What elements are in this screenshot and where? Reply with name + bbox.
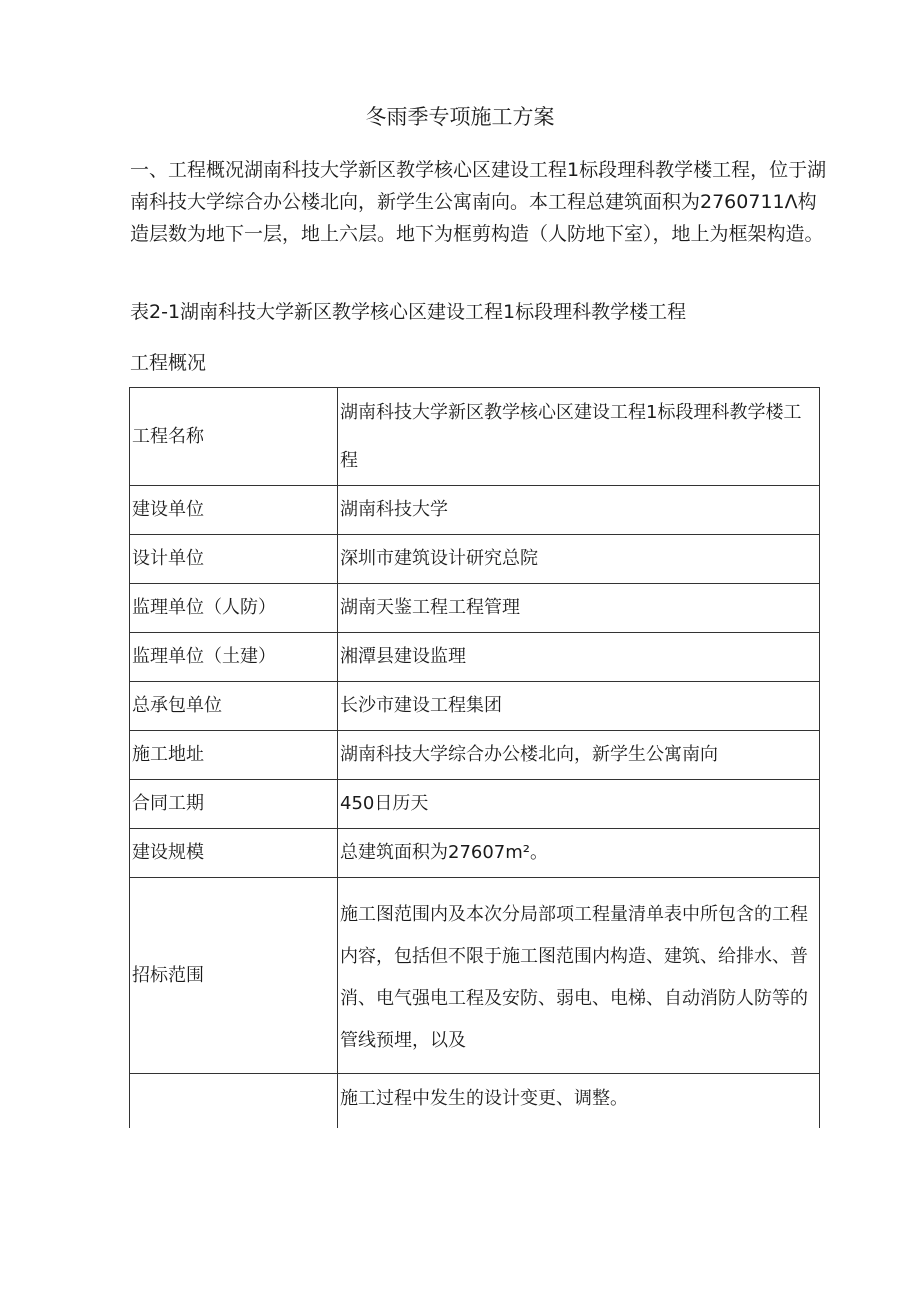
row-label: 合同工期 — [130, 780, 338, 829]
row-label: 建设单位 — [130, 486, 338, 535]
table-row — [130, 731, 820, 780]
row-value: 总建筑面积为27607m²。 — [338, 829, 820, 878]
row-label: 设计单位 — [130, 535, 338, 584]
table-caption: 表2-1湖南科技大学新区教学核心区建设工程1标段理科教学楼工程 — [130, 301, 687, 323]
row-value: 湘潭县建设监理 — [338, 633, 820, 682]
table-subcaption: 工程概况 — [130, 352, 207, 374]
row-label: 总承包单位 — [130, 682, 338, 731]
row-label: 招标范围 — [130, 878, 338, 1074]
row-label: 建设规模 — [130, 829, 338, 878]
table-row — [130, 388, 820, 486]
row-label: 监理单位（土建） — [130, 633, 338, 682]
intro-paragraph: 一、工程概况湖南科技大学新区教学核心区建设工程1标段理科教学楼工程，位于湖南科技大学综合办公楼北向，新学生公寓南向。本工程总建筑面积为2760711Λ构造层数为地下一层，地上六层。地下为框剪构造（人防地下室），地上为框架构造。 — [130, 159, 827, 245]
row-value: 湖南科技大学新区教学核心区建设工程1标段理科教学楼工程 — [338, 388, 820, 486]
row-value: 450日历天 — [338, 780, 820, 829]
row-label: 施工地址 — [130, 731, 338, 780]
row-label: 工程名称 — [130, 388, 338, 486]
table-row — [130, 486, 820, 535]
table-row — [130, 633, 820, 682]
row-value: 湖南科技大学综合办公楼北向，新学生公寓南向 — [338, 731, 820, 780]
table-row — [130, 780, 820, 829]
table-row — [130, 1074, 820, 1128]
document-title: 冬雨季专项施工方案 — [365, 105, 555, 129]
project-overview-table — [129, 387, 820, 1128]
row-value: 深圳市建筑设计研究总院 — [338, 535, 820, 584]
row-label — [130, 1074, 338, 1128]
table-row — [130, 682, 820, 731]
row-value: 湖南科技大学 — [338, 486, 820, 535]
row-value: 湖南天鉴工程工程管理 — [338, 584, 820, 633]
table-row — [130, 878, 820, 1074]
row-value: 施工图范围内及本次分局部项工程量清单表中所包含的工程内容，包括但不限于施工图范围内构造、建筑、给排水、普消、电气强电工程及安防、弱电、电梯、自动消防人防等的管线预埋，以及 — [338, 878, 820, 1074]
table-row — [130, 829, 820, 878]
row-label: 监理单位（人防） — [130, 584, 338, 633]
table-row — [130, 584, 820, 633]
row-value: 施工过程中发生的设计变更、调整。 — [338, 1074, 820, 1128]
table-row — [130, 535, 820, 584]
row-value: 长沙市建设工程集团 — [338, 682, 820, 731]
